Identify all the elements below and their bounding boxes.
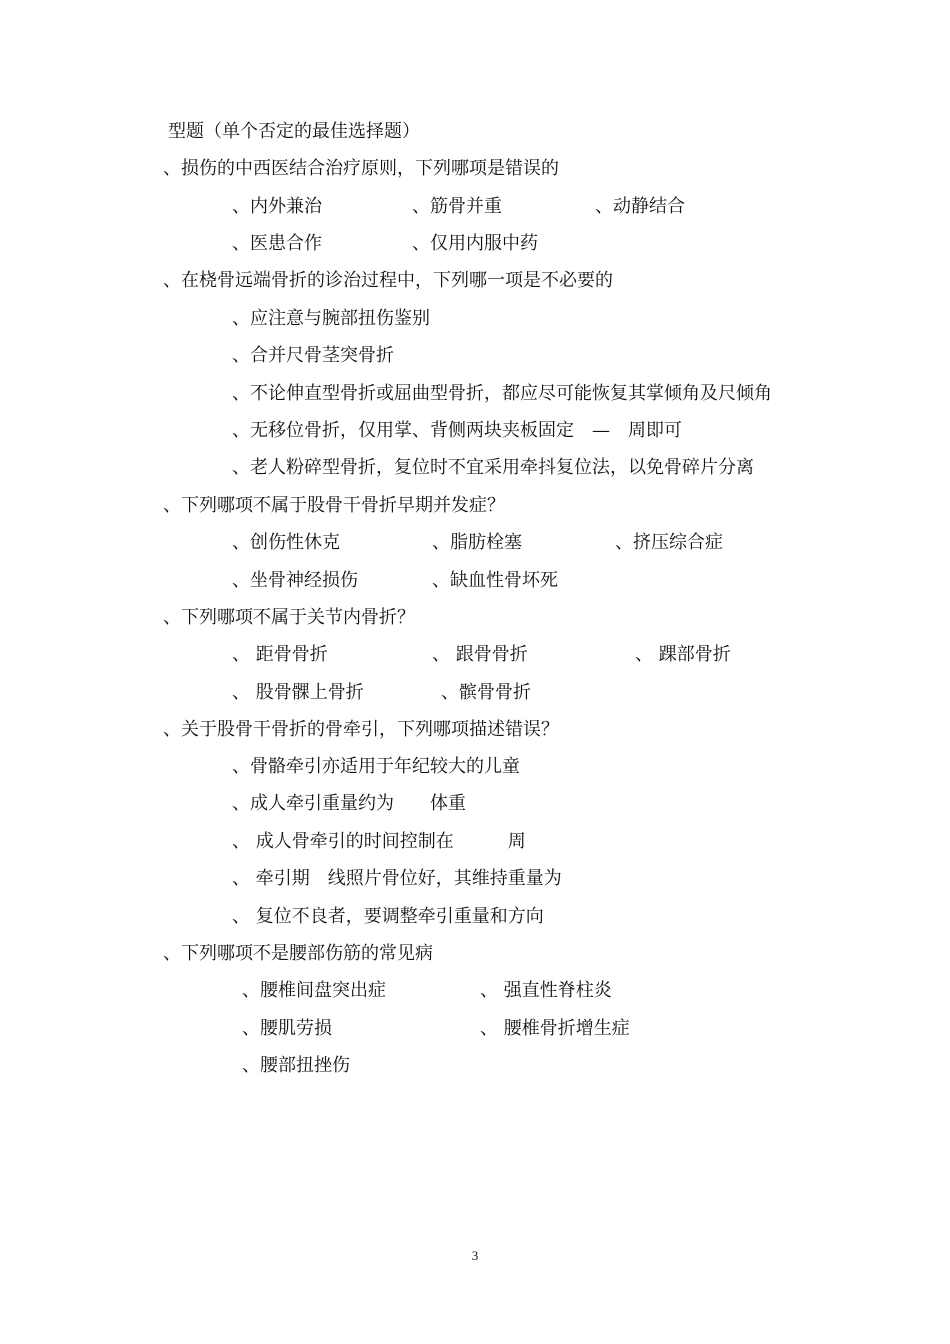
question-2-option-e: 、老人粉碎型骨折，复位时不宜采用牵抖复位法，以免骨碎片分离 <box>232 457 754 478</box>
question-5-option-c: 、 成人骨牵引的时间控制在 周 <box>232 831 526 852</box>
question-2-option-a: 、应注意与腕部扭伤鉴别 <box>232 308 430 329</box>
question-3-option-d: 、坐骨神经损伤 <box>232 570 358 591</box>
question-6-option-a: 、腰椎间盘突出症 <box>242 980 386 1001</box>
question-2-option-c: 、不论伸直型骨折或屈曲型骨折，都应尽可能恢复其掌倾角及尺倾角 <box>232 383 772 404</box>
question-6-option-b: 、 强直性脊柱炎 <box>480 980 612 1001</box>
question-1-option-a: 、内外兼治 <box>232 196 322 217</box>
question-5-option-b: 、成人牵引重量约为 体重 <box>232 793 466 814</box>
question-4-option-d: 、 股骨髁上骨折 <box>232 682 364 703</box>
question-6-option-c: 、腰肌劳损 <box>242 1018 332 1039</box>
question-1-option-b: 、筋骨并重 <box>412 196 502 217</box>
question-2-option-b: 、合并尺骨茎突骨折 <box>232 345 394 366</box>
question-4-option-c: 、 踝部骨折 <box>635 644 731 665</box>
question-3-option-c: 、挤压综合症 <box>615 532 723 553</box>
question-1-option-d: 、医患合作 <box>232 233 322 254</box>
question-2-option-d: 、无移位骨折，仅用掌、背侧两块夹板固定 — 周即可 <box>232 420 682 441</box>
question-6-option-d: 、 腰椎骨折增生症 <box>480 1018 630 1039</box>
question-4-stem: 、下列哪项不属于关节内骨折？ <box>163 607 415 628</box>
page-number: 3 <box>471 1248 479 1263</box>
question-4-option-b: 、 跟骨骨折 <box>432 644 528 665</box>
question-1-option-e: 、仅用内服中药 <box>412 233 538 254</box>
question-5-option-e: 、 复位不良者，要调整牵引重量和方向 <box>232 906 544 927</box>
question-3-stem: 、下列哪项不属于股骨干骨折早期并发症？ <box>163 495 505 516</box>
question-3-option-b: 、脂肪栓塞 <box>432 532 522 553</box>
question-6-option-e: 、腰部扭挫伤 <box>242 1055 350 1076</box>
question-3-option-e: 、缺血性骨坏死 <box>432 570 558 591</box>
question-1-option-c: 、动静结合 <box>595 196 685 217</box>
question-3-option-a: 、创伤性休克 <box>232 532 340 553</box>
question-2-stem: 、在桡骨远端骨折的诊治过程中，下列哪一项是不必要的 <box>163 270 613 291</box>
question-6-stem: 、下列哪项不是腰部伤筋的常见病 <box>163 943 433 964</box>
question-5-option-d: 、 牵引期 线照片骨位好，其维持重量为 <box>232 868 562 889</box>
question-4-option-a: 、 距骨骨折 <box>232 644 328 665</box>
question-4-option-e: 、髌骨骨折 <box>441 682 531 703</box>
section-title: 型题（单个否定的最佳选择题） <box>168 121 420 142</box>
question-5-option-a: 、骨骼牵引亦适用于年纪较大的儿童 <box>232 756 520 777</box>
question-5-stem: 、关于股骨干骨折的骨牵引，下列哪项描述错误？ <box>163 719 559 740</box>
question-1-stem: 、损伤的中西医结合治疗原则，下列哪项是错误的 <box>163 158 559 179</box>
